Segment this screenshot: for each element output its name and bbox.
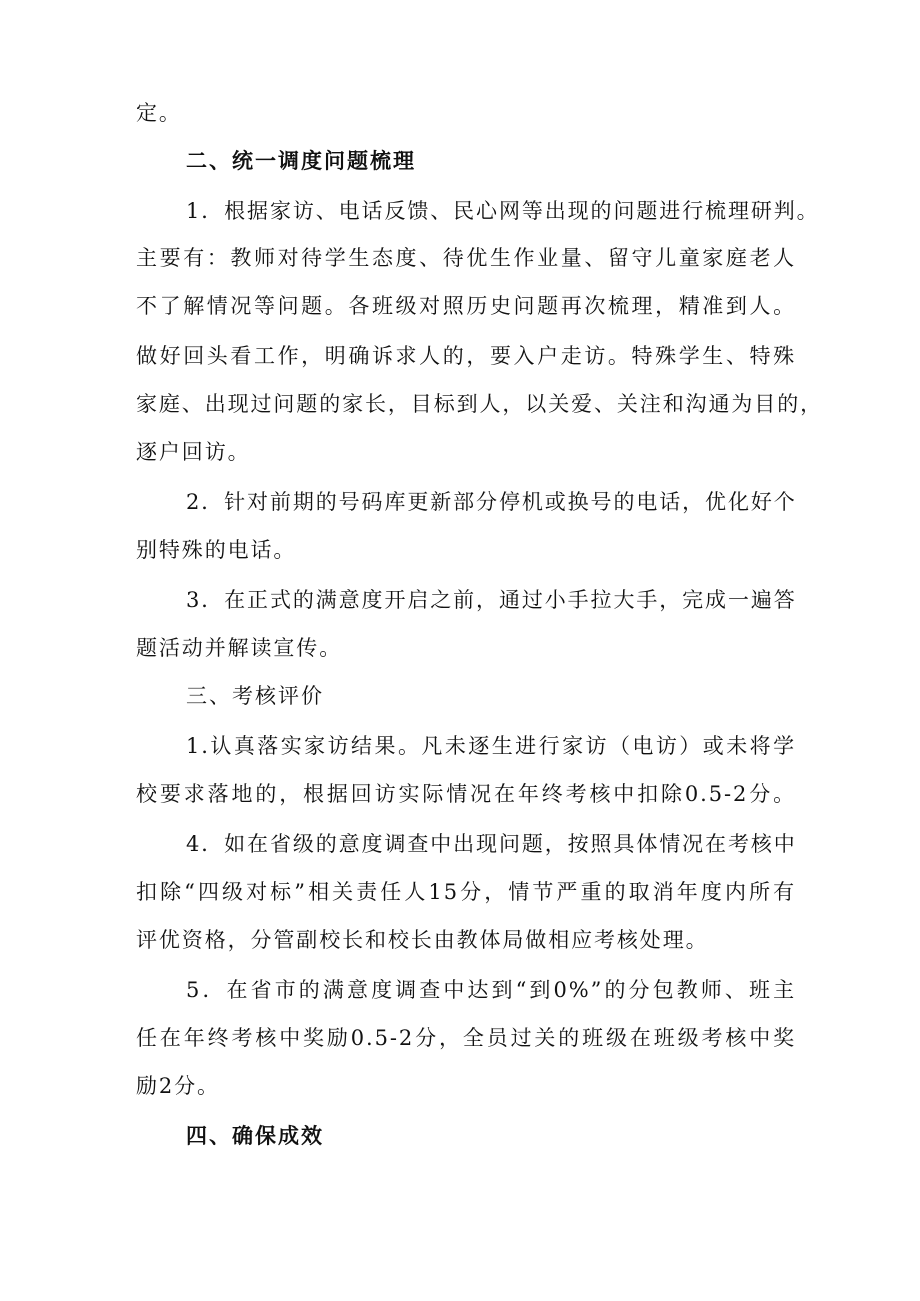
paragraph-line: 主要有：教师对待学生态度、待优生作业量、留守儿童家庭老人 <box>136 246 796 270</box>
paragraph-line: 逐户回访。 <box>136 440 251 464</box>
section-heading: 二、统一调度问题梳理 <box>186 149 416 173</box>
paragraph-line: 3．在正式的满意度开启之前，通过小手拉大手，完成一遍答 <box>186 588 797 612</box>
paragraph-line: 任在年终考核中奖励0.5-2分，全员过关的班级在班级考核中奖 <box>136 1026 796 1050</box>
paragraph-line: 励2分。 <box>136 1074 220 1098</box>
paragraph-line: 不了解情况等问题。各班级对照历史问题再次梳理，精准到人。 <box>136 294 796 318</box>
paragraph-line: 校要求落地的，根据回访实际情况在年终考核中扣除0.5-2分。 <box>136 782 796 806</box>
paragraph-line: 扣除“四级对标”相关责任人15分，情节严重的取消年度内所有 <box>136 880 796 904</box>
paragraph-line: 4．如在省级的意度调查中出现问题，按照具体情况在考核中 <box>186 832 797 856</box>
paragraph-line: 做好回头看工作，明确诉求人的，要入户走访。特殊学生、特殊 <box>136 344 796 368</box>
paragraph-line: 5．在省市的满意度调查中达到“到0%”的分包教师、班主 <box>186 978 796 1002</box>
paragraph-line: 定。 <box>136 101 182 125</box>
paragraph-line: 1．根据家访、电话反馈、民心网等出现的问题进行梳理研判。 <box>186 199 820 223</box>
paragraph-line: 1.认真落实家访结果。凡未逐生进行家访（电访）或未将学 <box>186 734 796 758</box>
section-heading: 三、考核评价 <box>186 684 324 708</box>
paragraph-line: 2．针对前期的号码库更新部分停机或换号的电话，优化好个 <box>186 490 797 514</box>
paragraph-line: 别特殊的电话。 <box>136 538 297 562</box>
paragraph-line: 评优资格，分管副校长和校长由教体局做相应考核处理。 <box>136 928 709 952</box>
paragraph-line: 题活动并解读宣传。 <box>136 636 343 660</box>
section-heading: 四、确保成效 <box>186 1124 324 1148</box>
paragraph-line: 家庭、出现过问题的家长，目标到人，以关爱、关注和沟通为目的， <box>136 392 823 416</box>
